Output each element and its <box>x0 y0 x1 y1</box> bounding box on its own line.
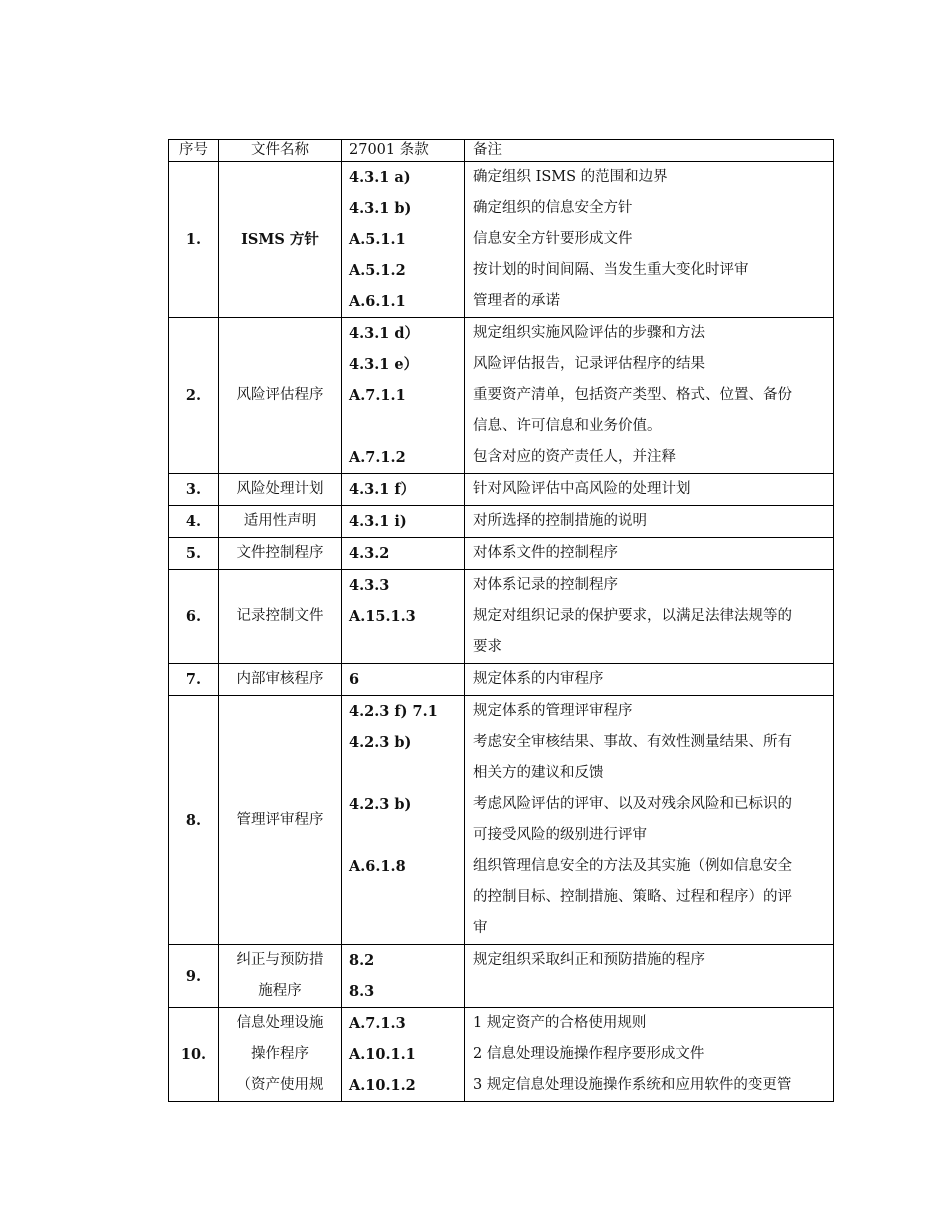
document-name-line: ISMS 方针 <box>241 231 319 248</box>
document-name-line: 适用性声明 <box>243 513 317 529</box>
note-cell <box>465 1008 834 1102</box>
note-line: 的控制目标、控制措施、策略、过程和程序）的评 <box>473 889 792 905</box>
clause-ref <box>349 820 464 851</box>
clause-ref: A.7.1.1 <box>349 387 406 404</box>
note-line: 可接受风险的级别进行评审 <box>473 827 647 843</box>
row-number: 8. <box>169 696 219 945</box>
note-line: 信息、许可信息和业务价值。 <box>473 418 662 434</box>
clause-ref: A.5.1.2 <box>349 262 406 279</box>
document-name <box>219 945 342 1008</box>
clause-cell <box>342 506 465 538</box>
clause-table <box>168 139 834 1102</box>
note-cell <box>465 696 834 945</box>
document-name <box>219 664 342 696</box>
document-name-line: 风险处理计划 <box>236 481 324 497</box>
note-line: 规定对组织记录的保护要求，以满足法律法规等的 <box>473 608 792 624</box>
clause-ref: 4.3.2 <box>349 545 390 562</box>
note-line: 1 规定资产的合格使用规则 <box>473 1015 647 1031</box>
document-name <box>219 474 342 506</box>
document-name <box>219 570 342 664</box>
clause-cell <box>342 538 465 570</box>
header-name: 文件名称 <box>219 140 342 162</box>
clause-ref: A.7.1.3 <box>349 1015 406 1032</box>
clause-ref <box>349 411 464 442</box>
row-number: 2. <box>169 318 219 474</box>
note-line: 考虑安全审核结果、事故、有效性测量结果、所有 <box>473 734 792 750</box>
document-name-line: 信息处理设施 <box>236 1015 324 1031</box>
row-number: 7. <box>169 664 219 696</box>
note-line: 风险评估报告，记录评估程序的结果 <box>473 356 705 372</box>
note-cell <box>465 474 834 506</box>
document-name-line: 纠正与预防措 <box>236 952 324 968</box>
row-number: 4. <box>169 506 219 538</box>
clause-ref: A.10.1.1 <box>349 1046 416 1063</box>
note-line: 对所选择的控制措施的说明 <box>473 513 647 529</box>
note-line: 组织管理信息安全的方法及其实施（例如信息安全 <box>473 858 792 874</box>
document-name <box>219 318 342 474</box>
clause-ref <box>349 882 464 913</box>
clause-cell <box>342 1008 465 1102</box>
table-row <box>169 474 834 506</box>
row-number: 5. <box>169 538 219 570</box>
note-line: 重要资产清单，包括资产类型、格式、位置、备份 <box>473 387 792 403</box>
clause-ref: A.7.1.2 <box>349 449 406 466</box>
note-line: 规定组织采取纠正和预防措施的程序 <box>473 952 705 968</box>
clause-ref: 8.2 <box>349 952 375 969</box>
header-clause: 27001 条款 <box>342 140 465 162</box>
clause-cell <box>342 945 465 1008</box>
document-name <box>219 538 342 570</box>
note-line: 2 信息处理设施操作程序要形成文件 <box>473 1046 705 1062</box>
note-line: 确定组织 ISMS 的范围和边界 <box>473 169 668 185</box>
clause-cell <box>342 318 465 474</box>
clause-ref: A.6.1.8 <box>349 858 406 875</box>
clause-ref: A.15.1.3 <box>349 608 416 625</box>
clause-ref: A.6.1.1 <box>349 293 406 310</box>
document-name <box>219 506 342 538</box>
table-row <box>169 318 834 474</box>
document-name-line: 内部审核程序 <box>236 671 324 687</box>
row-number: 1. <box>169 162 219 318</box>
note-line: 3 规定信息处理设施操作系统和应用软件的变更管 <box>473 1077 792 1093</box>
note-cell <box>465 162 834 318</box>
clause-ref: 6 <box>349 671 360 688</box>
clause-ref: 4.3.1 d） <box>349 325 420 342</box>
document-name <box>219 1008 342 1102</box>
note-line: 按计划的时间间隔、当发生重大变化时评审 <box>473 262 749 278</box>
note-line: 针对风险评估中高风险的处理计划 <box>473 481 691 497</box>
clause-cell <box>342 570 465 664</box>
note-line <box>473 976 829 1007</box>
table-row <box>169 664 834 696</box>
note-line: 规定体系的内审程序 <box>473 671 604 687</box>
clause-ref: A.10.1.2 <box>349 1077 416 1094</box>
table-row <box>169 1008 834 1102</box>
note-line: 信息安全方针要形成文件 <box>473 231 633 247</box>
document-name-line: 管理评审程序 <box>236 811 324 828</box>
note-cell <box>465 945 834 1008</box>
document-name-line: 操作程序 <box>251 1046 309 1062</box>
note-line: 确定组织的信息安全方针 <box>473 200 633 216</box>
clause-ref <box>349 758 464 789</box>
clause-ref <box>349 913 464 944</box>
note-cell <box>465 538 834 570</box>
document-name-line: 文件控制程序 <box>236 545 324 561</box>
document-name <box>219 696 342 945</box>
table-row <box>169 506 834 538</box>
document-name <box>219 162 342 318</box>
note-cell <box>465 664 834 696</box>
clause-ref: 4.2.3 f) 7.1 <box>349 703 438 720</box>
note-line: 对体系文件的控制程序 <box>473 545 618 561</box>
clause-ref: 4.2.3 b) <box>349 734 412 751</box>
clause-ref: 4.3.1 a) <box>349 169 411 186</box>
header-row <box>169 140 834 162</box>
note-line: 规定组织实施风险评估的步骤和方法 <box>473 325 705 341</box>
note-line: 考虑风险评估的评审、以及对残余风险和已标识的 <box>473 796 792 812</box>
row-number: 10. <box>169 1008 219 1102</box>
clause-ref: 4.3.1 f） <box>349 481 416 498</box>
note-line: 审 <box>473 920 488 936</box>
table-row <box>169 538 834 570</box>
note-line: 相关方的建议和反馈 <box>473 765 604 781</box>
row-number: 3. <box>169 474 219 506</box>
header-no: 序号 <box>169 140 219 162</box>
table-row <box>169 162 834 318</box>
clause-ref <box>349 632 464 663</box>
note-cell <box>465 570 834 664</box>
table-row <box>169 696 834 945</box>
clause-ref: 4.2.3 b) <box>349 796 412 813</box>
row-number: 9. <box>169 945 219 1008</box>
note-line: 管理者的承诺 <box>473 293 560 309</box>
note-cell <box>465 506 834 538</box>
clause-cell <box>342 664 465 696</box>
clause-cell <box>342 162 465 318</box>
note-line: 要求 <box>473 639 502 655</box>
row-number: 6. <box>169 570 219 664</box>
table-body <box>169 140 834 1102</box>
clause-ref: A.5.1.1 <box>349 231 406 248</box>
note-cell <box>465 318 834 474</box>
document-name-line: 风险评估程序 <box>236 387 324 403</box>
note-line: 对体系记录的控制程序 <box>473 577 618 593</box>
note-line: 规定体系的管理评审程序 <box>473 703 633 719</box>
document-name-line: 记录控制文件 <box>236 608 324 624</box>
clause-ref: 4.3.1 e） <box>349 356 419 373</box>
clause-ref: 4.3.3 <box>349 577 390 594</box>
document-name-line: （资产使用规 <box>236 1077 324 1093</box>
document-name-line: 施程序 <box>258 983 302 999</box>
clause-cell <box>342 696 465 945</box>
clause-ref: 4.3.1 i) <box>349 513 407 530</box>
table-row <box>169 570 834 664</box>
clause-cell <box>342 474 465 506</box>
table-row <box>169 945 834 1008</box>
note-line: 包含对应的资产责任人，并注释 <box>473 449 676 465</box>
clause-ref: 8.3 <box>349 983 375 1000</box>
clause-ref: 4.3.1 b) <box>349 200 412 217</box>
header-note: 备注 <box>465 140 834 162</box>
